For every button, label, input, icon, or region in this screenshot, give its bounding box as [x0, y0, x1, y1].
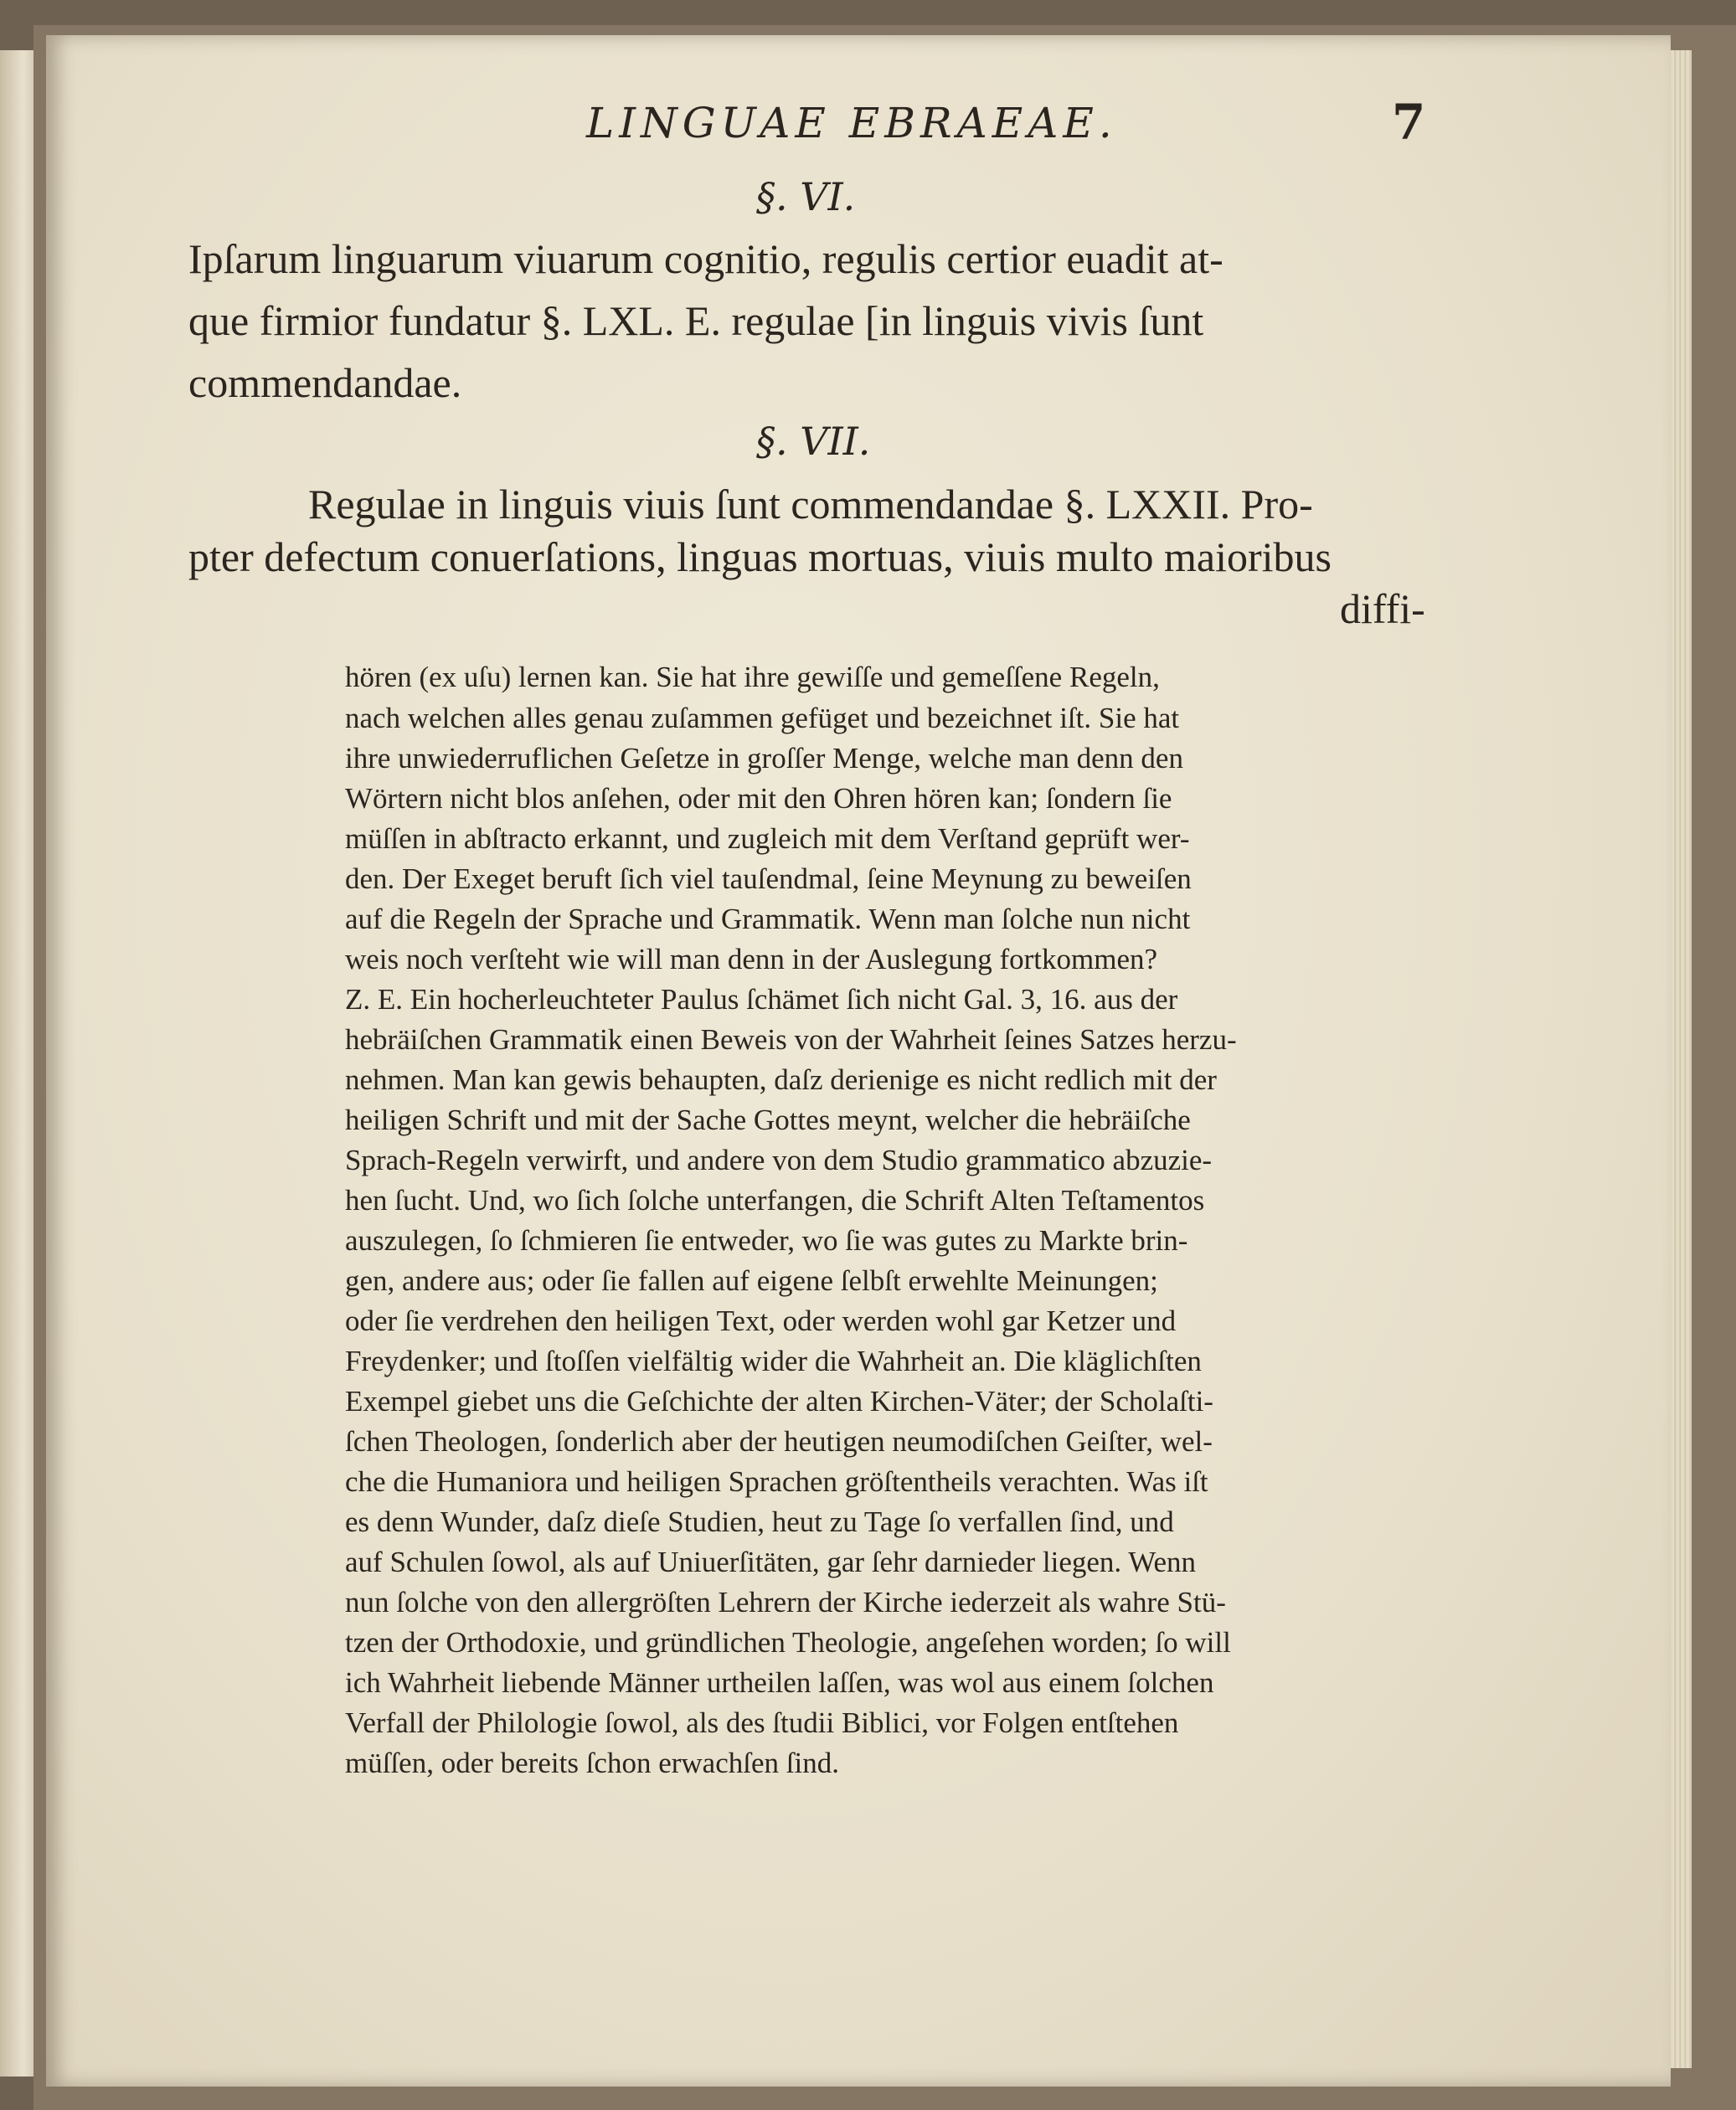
footnote-line: Exempel giebet uns die Geſchichte der alten Kirchen-Väter; der Scholaſti- — [345, 1385, 1213, 1418]
footnote-line: auszulegen, ſo ſchmieren ſie entweder, wo ſie was gutes zu Markte brin- — [345, 1224, 1188, 1257]
footnote-line: den. Der Exeget beruft ſich viel tauſendmal, ſeine Meynung zu beweiſen — [345, 862, 1192, 895]
footnote-line: müſſen in abſtracto erkannt, und zugleich mit dem Verſtand geprüft wer- — [345, 822, 1190, 855]
footnote-line: Sprach-Regeln verwirft, und andere von dem Studio grammatico abzuzie- — [345, 1144, 1213, 1176]
previous-page-edge — [0, 50, 33, 2077]
running-head: LINGUAE EBRAEAE. — [586, 99, 1117, 147]
footnote-line: oder ſie verdrehen den heiligen Text, oder werden wohl gar Ketzer und — [345, 1305, 1177, 1337]
footnote-line: Verfall der Philologie ſowol, als des ſtudii Biblici, vor Folgen entſtehen — [345, 1706, 1179, 1739]
section-vi-line: Ipſarum linguarum viuarum cognitio, regulis certior euadit at- — [188, 235, 1223, 282]
section-vi-heading: §. VI. — [756, 174, 856, 219]
footnote-line: ich Wahrheit liebende Männer urtheilen laſſen, was wol aus einem ſolchen — [345, 1666, 1214, 1699]
footnote-line: nach welchen alles genau zuſammen gefüget und bezeichnet iſt. Sie hat — [345, 702, 1180, 734]
section-vii-line: Regulae in linguis viuis ſunt commendandae §. LXXII. Pro- — [308, 481, 1313, 528]
footnote-line: hen ſucht. Und, wo ſich ſolche unterfangen, die Schrift Alten Teſtamentos — [345, 1184, 1205, 1217]
footnote-line: tzen der Orthodoxie, und gründlichen Theologie, angeſehen worden; ſo will — [345, 1626, 1231, 1659]
footnote-line: auf Schulen ſowol, als auf Uniuerſitäten, gar ſehr darnieder liegen. Wenn — [345, 1546, 1197, 1578]
footnote-line: hören (ex uſu) lernen kan. Sie hat ihre gewiſſe und gemeſſene Regeln, — [345, 661, 1160, 693]
section-vii-heading: §. VII. — [756, 419, 871, 464]
footnote-line: weis noch verſteht wie will man denn in der Auslegung fortkommen? — [345, 943, 1158, 975]
footnote-line: gen, andere aus; oder ſie fallen auf eigene ſelbſt erwehlte Meinungen; — [345, 1264, 1158, 1297]
footnote-line: che die Humaniora und heiligen Sprachen gröſtentheils verachten. Was iſt — [345, 1465, 1208, 1498]
footnote-line: Freydenker; und ſtoſſen vielfältig wider die Wahrheit an. Die kläglichſten — [345, 1345, 1202, 1377]
footnote-line: ihre unwiederruflichen Geſetze in groſſer Menge, welche man denn den — [345, 742, 1183, 775]
footnote-line: ſchen Theologen, ſonderlich aber der heutigen neumodiſchen Geiſter, wel- — [345, 1425, 1213, 1458]
footnote-line: hebräiſchen Grammatik einen Beweis von der Wahrheit ſeines Satzes herzu- — [345, 1023, 1237, 1056]
section-vii-catchword: diffi- — [1340, 585, 1425, 632]
footnote-line: es denn Wunder, daſz dieſe Studien, heut zu Tage ſo verfallen ſind, und — [345, 1505, 1174, 1538]
footnote-line: heiligen Schrift und mit der Sache Gottes meynt, welcher die hebräiſche — [345, 1104, 1191, 1136]
section-vii-line: pter defectum conuerſations, linguas mortuas, viuis multo maioribus — [188, 533, 1332, 580]
footnote-line: nehmen. Man kan gewis behaupten, daſz derienige es nicht redlich mit der — [345, 1063, 1217, 1096]
footnote-line: müſſen, oder bereits ſchon erwachſen ſind. — [345, 1747, 839, 1779]
footnote-line: auf die Regeln der Sprache und Grammatik. Wenn man ſolche nun nicht — [345, 903, 1191, 935]
footnote-line: nun ſolche von den allergröſten Lehrern der Kirche iederzeit als wahre Stü- — [345, 1586, 1226, 1619]
footnote-line: Wörtern nicht blos anſehen, oder mit den Ohren hören kan; ſondern ſie — [345, 782, 1172, 815]
section-vi-line: que firmior fundatur §. LXL. E. regulae [in linguis vivis ſunt — [188, 297, 1204, 344]
page-number: 7 — [1392, 94, 1426, 151]
section-vi-line: commendandae. — [188, 359, 462, 406]
footnote-line: Z. E. Ein hocherleuchteter Paulus ſchämet ſich nicht Gal. 3, 16. aus der — [345, 983, 1178, 1016]
